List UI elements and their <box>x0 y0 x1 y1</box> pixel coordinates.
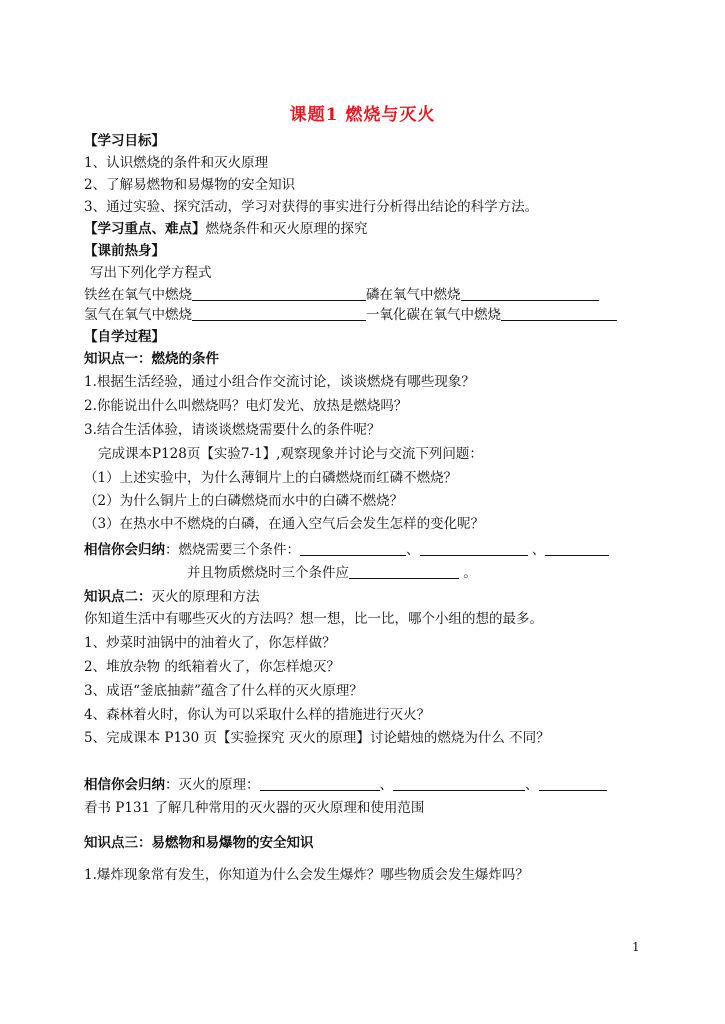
k1-subquestion: （1）上述实验中，为什么薄铜片上的白磷燃烧而红磷不燃烧？ <box>84 470 458 486</box>
summary-text: ：灭火的原理： <box>165 777 260 793</box>
k1-question: 2.你能说出什么叫燃烧吗？电灯发光、放热是燃烧吗？ <box>84 398 408 414</box>
equation-label: 磷在氧气中燃烧 <box>366 287 461 303</box>
summary-text: ：燃烧需要三个条件： <box>165 542 300 558</box>
separator: 、 <box>406 542 420 558</box>
answer-blank[interactable] <box>545 541 609 556</box>
k2-question: 2、堆放杂物 的纸箱着火了，你怎样熄灭？ <box>84 659 340 675</box>
equation-row <box>84 306 617 324</box>
focus-text: 燃烧条件和灭火原理的探究 <box>205 221 368 237</box>
separator: 、 <box>379 777 393 793</box>
answer-blank[interactable] <box>393 776 525 791</box>
equation-label: 一氧化碳在氧气中燃烧 <box>366 307 501 323</box>
answer-blank[interactable] <box>260 776 380 791</box>
equation-label: 氢气在氧气中燃烧 <box>84 307 192 323</box>
answer-blank[interactable] <box>192 286 366 301</box>
k2-note: 看书 P131 了解几种常用的灭火器的灭火原理和使用范围 <box>84 800 425 816</box>
k1-summary <box>84 541 609 559</box>
goal-item: 2、了解易燃物和易爆物的安全知识 <box>84 177 296 193</box>
answer-blank[interactable] <box>349 564 459 579</box>
k1-intro: 完成课本P128页【实验7-1】,观察现象并讨论与交流下列问题： <box>98 446 483 462</box>
k1-subquestion: （2）为什么铜片上的白磷燃烧而水中的白磷不燃烧？ <box>84 493 404 509</box>
summary-end: 。 <box>463 565 477 581</box>
goal-item: 1、认识燃烧的条件和灭火原理 <box>84 155 269 171</box>
answer-blank[interactable] <box>501 306 617 321</box>
summary-label: 相信你会归纳 <box>84 777 165 793</box>
goals-header: 【学习目标】 <box>84 133 165 149</box>
answer-blank[interactable] <box>539 776 607 791</box>
k1-question: 3.结合生活体验，请谈谈燃烧需要什么的条件呢？ <box>84 422 381 438</box>
page-number: 1 <box>632 940 640 954</box>
focus-line <box>84 220 368 238</box>
answer-blank[interactable] <box>461 286 599 301</box>
summary-text: 并且物质燃烧时三个条件应 <box>187 565 349 581</box>
k2-question: 4、森林着火时，你认为可以采取什么样的措施进行灭火？ <box>84 707 431 723</box>
k2-intro: 你知道生活中有哪些灭火的方法吗？想一想，比一比，哪个小组的想的最多。 <box>84 611 543 627</box>
equation-label: 铁丝在氧气中燃烧 <box>84 287 192 303</box>
k1-question: 1.根据生活经验，通过小组合作交流讨论，谈谈燃烧有哪些现象？ <box>84 374 475 390</box>
lesson-title: 课题1 燃烧与灭火 <box>289 105 436 125</box>
k2-header <box>84 588 260 606</box>
answer-blank[interactable] <box>420 541 528 556</box>
k3-header: 知识点三：易燃物和易爆物的安全知识 <box>84 835 314 851</box>
k2-summary <box>84 776 607 794</box>
answer-blank[interactable] <box>192 306 366 321</box>
separator: 、 <box>525 777 539 793</box>
separator: 、 <box>531 542 546 558</box>
k2-header-label: 知识点二： <box>84 589 152 605</box>
k1-summary-2 <box>187 564 477 582</box>
k2-header-text: 灭火的原理和方法 <box>151 589 260 605</box>
k1-header: 知识点一：燃烧的条件 <box>84 351 219 367</box>
equation-row <box>84 286 599 304</box>
warmup-prompt: 写出下列化学方程式 <box>90 265 212 281</box>
k1-subquestion: （3）在热水中不燃烧的白磷，在通入空气后会发生怎样的变化呢？ <box>84 516 485 532</box>
warmup-header: 【课前热身】 <box>84 243 165 259</box>
goal-item: 3、通过实验、探究活动，学习对获得的事实进行分析得出结论的科学方法。 <box>84 199 539 215</box>
selfstudy-header: 【自学过程】 <box>84 329 165 345</box>
focus-label: 【学习重点、难点】 <box>84 221 206 237</box>
k3-question: 1.爆炸现象常有发生，你知道为什么会发生爆炸？哪些物质会发生爆炸吗？ <box>84 867 529 883</box>
answer-blank[interactable] <box>300 541 406 556</box>
k2-question: 3、成语“釜底抽薪”蕴含了什么样的灭火原理？ <box>84 683 363 699</box>
summary-label: 相信你会归纳 <box>84 542 165 558</box>
k2-question: 1、炒菜时油锅中的油着火了，你怎样做？ <box>84 635 336 651</box>
k2-question: 5、完成课本 P130 页【实验探究 灭火的原理】讨论蜡烛的燃烧为什么 不同？ <box>84 730 550 746</box>
